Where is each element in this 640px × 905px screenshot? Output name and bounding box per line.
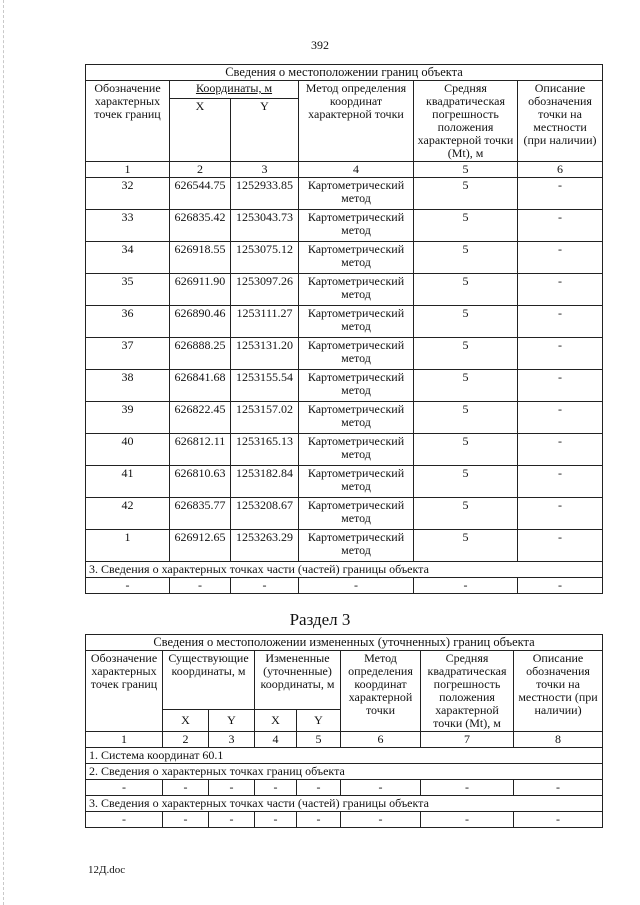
t2-header-error: Средняя квадратическая погрешность положения характерной точки (Mt), м <box>421 651 514 732</box>
description: - <box>518 370 603 402</box>
t2-column-numbers-row <box>86 732 603 748</box>
point-id: 42 <box>86 498 170 530</box>
method: Картометрический метод <box>299 402 414 434</box>
t2-header-designation: Обозначение характерных точек границ <box>86 651 163 732</box>
coord-x: 626911.90 <box>170 274 231 306</box>
error-value: 5 <box>414 370 518 402</box>
coord-x: 626841.68 <box>170 370 231 402</box>
table-row <box>86 306 603 338</box>
column-number: 4 <box>255 732 297 748</box>
section-title: Раздел 3 <box>289 610 351 629</box>
column-number: 6 <box>341 732 421 748</box>
coord-y: 1252933.85 <box>231 178 299 210</box>
point-id: 40 <box>86 434 170 466</box>
header-method: Метод определения координат характерной точки <box>299 81 414 162</box>
table-row <box>86 466 603 498</box>
t2-header-x1: X <box>163 709 209 731</box>
description: - <box>518 434 603 466</box>
table-row <box>86 274 603 306</box>
coord-y: 1253043.73 <box>231 210 299 242</box>
dash-cell: - <box>341 812 421 828</box>
dash-cell: - <box>163 780 209 796</box>
header-coordinates: Координаты, м <box>170 81 299 99</box>
error-value: 5 <box>414 466 518 498</box>
dash-cell: - <box>421 812 514 828</box>
t2-section2-label: 2. Сведения о характерных точках границ объекта <box>86 764 603 780</box>
t2-header-y2: Y <box>297 709 341 731</box>
point-id: 39 <box>86 402 170 434</box>
coord-x: 626835.42 <box>170 210 231 242</box>
error-value: 5 <box>414 242 518 274</box>
point-id: 32 <box>86 178 170 210</box>
method: Картометрический метод <box>299 530 414 562</box>
table2-caption: Сведения о местоположении измененных (уточненных) границ объекта <box>86 635 603 651</box>
coord-x: 626890.46 <box>170 306 231 338</box>
table-caption: Сведения о местоположении границ объекта <box>86 65 603 81</box>
t2-header-description: Описание обозначения точки на местности (при наличии) <box>514 651 603 732</box>
point-id: 41 <box>86 466 170 498</box>
coord-y: 1253131.20 <box>231 338 299 370</box>
description: - <box>518 242 603 274</box>
error-value: 5 <box>414 434 518 466</box>
column-number: 8 <box>514 732 603 748</box>
changed-boundary-table <box>85 634 603 828</box>
coord-x: 626544.75 <box>170 178 231 210</box>
error-value: 5 <box>414 274 518 306</box>
header-designation: Обозначение характерных точек границ <box>86 81 170 162</box>
column-number: 7 <box>421 732 514 748</box>
t2-header-y1: Y <box>209 709 255 731</box>
table-row <box>86 242 603 274</box>
table-row <box>86 402 603 434</box>
dash-cell: - <box>209 780 255 796</box>
description: - <box>518 210 603 242</box>
table-row <box>86 498 603 530</box>
method: Картометрический метод <box>299 242 414 274</box>
error-value: 5 <box>414 210 518 242</box>
column-number: 2 <box>163 732 209 748</box>
method: Картометрический метод <box>299 274 414 306</box>
column-number: 4 <box>299 162 414 178</box>
column-number: 1 <box>86 732 163 748</box>
method: Картометрический метод <box>299 370 414 402</box>
description: - <box>518 338 603 370</box>
point-id: 33 <box>86 210 170 242</box>
dash-cell: - <box>414 578 518 594</box>
column-number: 6 <box>518 162 603 178</box>
coord-x: 626918.55 <box>170 242 231 274</box>
method: Картометрический метод <box>299 178 414 210</box>
method: Картометрический метод <box>299 338 414 370</box>
coord-y: 1253182.84 <box>231 466 299 498</box>
page-number: 392 <box>311 38 329 52</box>
t2-header-method: Метод определения координат характерной точки <box>341 651 421 732</box>
point-id: 34 <box>86 242 170 274</box>
point-id: 36 <box>86 306 170 338</box>
column-number: 1 <box>86 162 170 178</box>
column-number: 5 <box>297 732 341 748</box>
coord-y: 1253155.54 <box>231 370 299 402</box>
description: - <box>518 530 603 562</box>
method: Картометрический метод <box>299 466 414 498</box>
table-row <box>86 178 603 210</box>
table-row <box>86 434 603 466</box>
point-id: 37 <box>86 338 170 370</box>
t2-header-x2: X <box>255 709 297 731</box>
description: - <box>518 178 603 210</box>
dash-cell: - <box>86 812 163 828</box>
column-number: 3 <box>209 732 255 748</box>
header-description: Описание обозначения точки на местности (при наличии) <box>518 81 603 162</box>
description: - <box>518 402 603 434</box>
error-value: 5 <box>414 402 518 434</box>
coord-y: 1253111.27 <box>231 306 299 338</box>
t2-dash-row <box>86 812 603 828</box>
coord-system-label: 1. Система координат 60.1 <box>86 748 603 764</box>
coord-y: 1253263.29 <box>231 530 299 562</box>
coord-x: 626812.11 <box>170 434 231 466</box>
error-value: 5 <box>414 178 518 210</box>
coord-x: 626822.45 <box>170 402 231 434</box>
method: Картометрический метод <box>299 306 414 338</box>
t2-header-existing: Существующие координаты, м <box>163 651 255 710</box>
t2-header-changed: Измененные (уточненные) координаты, м <box>255 651 341 710</box>
coord-y: 1253165.13 <box>231 434 299 466</box>
t2-dash-row <box>86 780 603 796</box>
error-value: 5 <box>414 338 518 370</box>
coord-x: 626810.63 <box>170 466 231 498</box>
dash-cell: - <box>170 578 231 594</box>
description: - <box>518 466 603 498</box>
description: - <box>518 274 603 306</box>
header-x: X <box>170 99 231 162</box>
dash-cell: - <box>86 780 163 796</box>
description: - <box>518 306 603 338</box>
table-row <box>86 530 603 562</box>
dash-cell: - <box>86 578 170 594</box>
header-y: Y <box>231 99 299 162</box>
dash-cell: - <box>255 780 297 796</box>
coord-y: 1253075.12 <box>231 242 299 274</box>
column-number: 2 <box>170 162 231 178</box>
point-id: 38 <box>86 370 170 402</box>
coord-x: 626888.25 <box>170 338 231 370</box>
error-value: 5 <box>414 498 518 530</box>
coord-x: 626912.65 <box>170 530 231 562</box>
dash-cell: - <box>231 578 299 594</box>
dash-cell: - <box>518 578 603 594</box>
dash-cell: - <box>255 812 297 828</box>
coord-y: 1253097.26 <box>231 274 299 306</box>
table-row <box>86 210 603 242</box>
coord-y: 1253208.67 <box>231 498 299 530</box>
dash-cell: - <box>421 780 514 796</box>
dash-cell: - <box>163 812 209 828</box>
error-value: 5 <box>414 530 518 562</box>
dash-row <box>86 578 603 594</box>
coord-y: 1253157.02 <box>231 402 299 434</box>
point-id: 35 <box>86 274 170 306</box>
scan-margin-line <box>3 0 4 905</box>
method: Картометрический метод <box>299 498 414 530</box>
dash-cell: - <box>209 812 255 828</box>
dash-cell: - <box>297 812 341 828</box>
point-id: 1 <box>86 530 170 562</box>
error-value: 5 <box>414 306 518 338</box>
table-row <box>86 370 603 402</box>
column-number: 3 <box>231 162 299 178</box>
t2-section3-label: 3. Сведения о характерных точках части (частей) границы объекта <box>86 796 603 812</box>
boundary-table <box>85 64 603 594</box>
column-number: 5 <box>414 162 518 178</box>
description: - <box>518 498 603 530</box>
section3-label: 3. Сведения о характерных точках части (частей) границы объекта <box>86 562 603 578</box>
dash-cell: - <box>297 780 341 796</box>
coord-x: 626835.77 <box>170 498 231 530</box>
file-name-footer: 12Д.doc <box>88 864 126 876</box>
method: Картометрический метод <box>299 434 414 466</box>
column-numbers-row <box>86 162 603 178</box>
dash-cell: - <box>341 780 421 796</box>
dash-cell: - <box>514 812 603 828</box>
dash-cell: - <box>299 578 414 594</box>
method: Картометрический метод <box>299 210 414 242</box>
header-error: Средняя квадратическая погрешность положения характерной точки (Mt), м <box>414 81 518 162</box>
dash-cell: - <box>514 780 603 796</box>
table-row <box>86 338 603 370</box>
